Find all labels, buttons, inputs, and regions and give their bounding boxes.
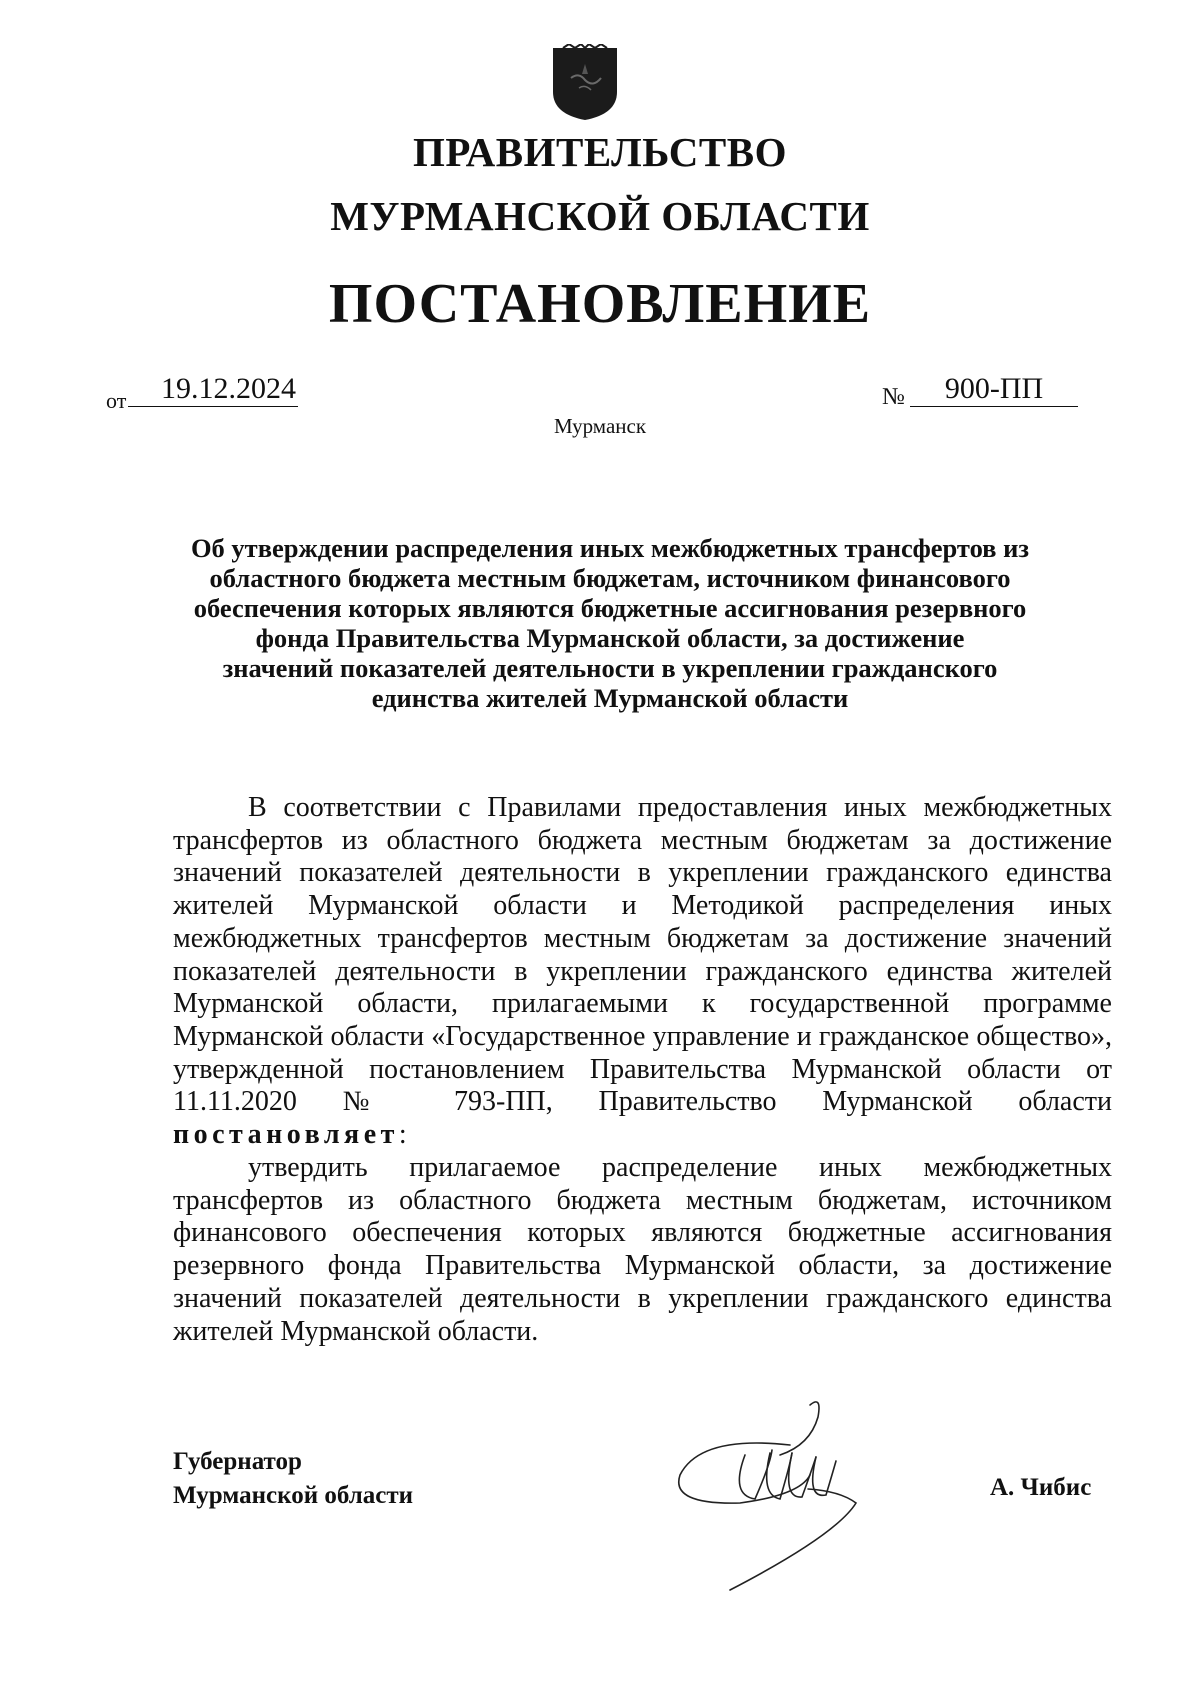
government-title-line2: МУРМАНСКОЙ ОБЛАСТИ [330, 193, 870, 239]
date-label: от [106, 388, 127, 413]
resolution-paragraph: утвердить прилагаемое распределение иных межбюджетных трансфертов из областного бюджета местным бюджетам, источником финансового обеспечения которых являются бюджетные ассигнования резервного фонда Правительства Мурманской области, за достижение значений показателей деятельности в укреплении гражданского единства жителей Мурманской области. [173, 1152, 1112, 1347]
city: Мурманск [553, 414, 647, 438]
coat-of-arms-icon [549, 44, 621, 122]
resolves-colon: : [398, 1119, 407, 1151]
document-subject [150, 533, 1070, 713]
document-type: ПОСТАНОВЛЕНИЕ [328, 273, 872, 335]
subject-line: областного бюджета местным бюджетам, источником финансового [209, 563, 1011, 593]
government-title-line1: ПРАВИТЕЛЬСТВО [412, 129, 788, 175]
subject-line: обеспечения которых являются бюджетные ассигнования резервного [193, 593, 1027, 623]
signatory-title-line2: Мурманской области [173, 1482, 414, 1509]
subject-line: Об утверждении распределения иных межбюджетных трансфертов из [190, 533, 1030, 563]
signatory-title [173, 1445, 413, 1513]
preamble-text: В соответствии с Правилами предоставления иных межбюджетных трансфертов из областного бюджета местным бюджетам за достижение значений показателей деятельности в укреплении гражданского единства жителей Мурманской области и Методикой распределения иных межбюджетных трансфертов местным бюджетам за достижение значений показателей деятельности в укреплении гражданского единства жителей Мурманской области, прилагаемыми к государственной программе Мурманской области «Государственное управление и гражданское общество», утвержденной постановлением Правительства Мурманской области от 11.11.2020 № 793-ПП, Правительство Мурманской области [173, 792, 1112, 1118]
subject-line: единства жителей Мурманской области [371, 683, 849, 713]
subject-line: значений показателей деятельности в укреплении гражданского [222, 653, 998, 683]
signatory-title-line1: Губернатор [173, 1448, 302, 1475]
preamble-paragraph [173, 792, 1112, 1152]
document-number: 900-ПП [910, 372, 1078, 407]
signatory-name: А. Чибис [990, 1474, 1092, 1501]
resolves-word: постановляет [173, 1119, 399, 1151]
document-date: 19.12.2024 [128, 372, 298, 407]
handwritten-signature-icon [660, 1395, 910, 1595]
number-label: № [882, 384, 905, 410]
subject-line: фонда Правительства Мурманской области, за достижение [255, 623, 965, 653]
